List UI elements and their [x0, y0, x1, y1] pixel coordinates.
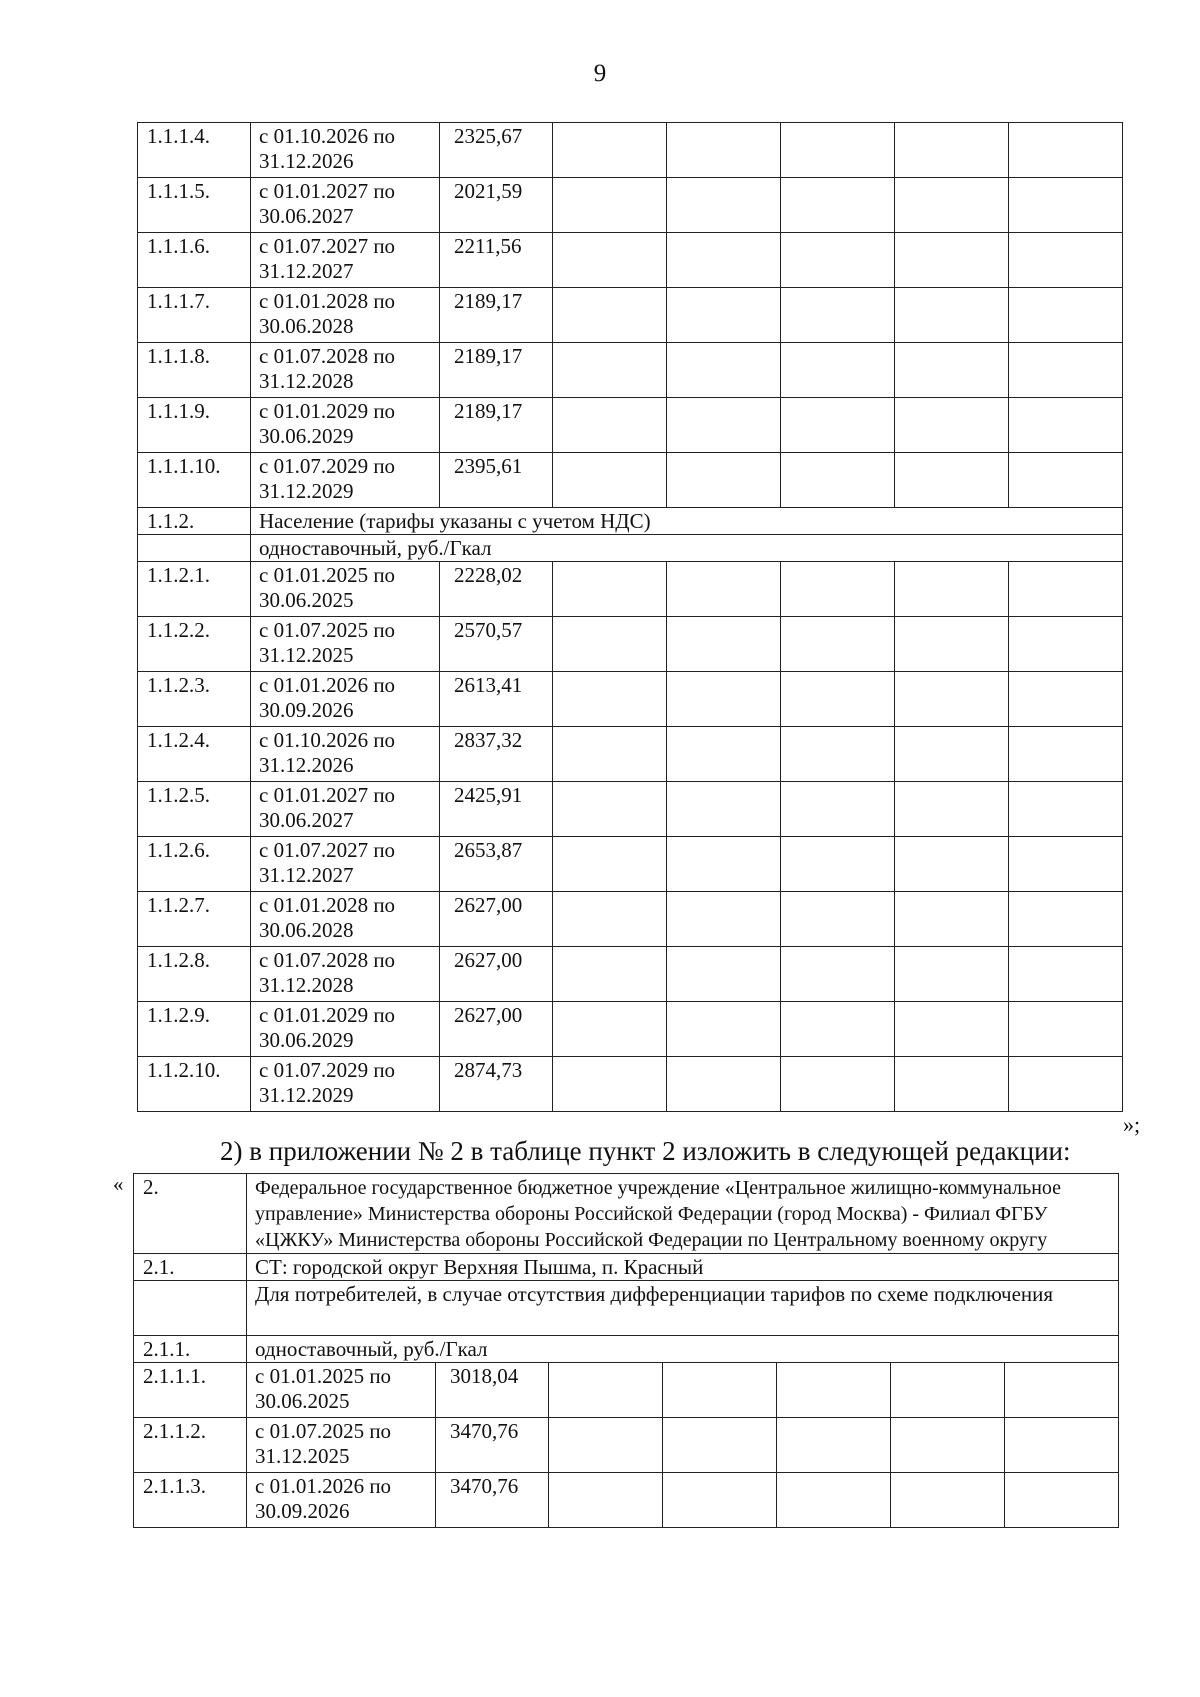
- empty-cell: [667, 672, 781, 727]
- row-number: 2.1.1.1.: [134, 1363, 247, 1418]
- empty-cell: [553, 562, 667, 617]
- empty-cell: [781, 343, 895, 398]
- opening-quote: «: [113, 1172, 124, 1196]
- period-cell: с 01.07.2029 по 31.12.2029: [251, 453, 440, 508]
- section-heading: СТ: городской округ Верхняя Пышма, п. Красный: [247, 1254, 1119, 1281]
- period-cell: с 01.01.2028 по 30.06.2028: [251, 892, 440, 947]
- empty-cell: [895, 453, 1009, 508]
- table-row: [138, 562, 1123, 617]
- period-cell: с 01.07.2028 по 31.12.2028: [251, 947, 440, 1002]
- empty-cell: [667, 1002, 781, 1057]
- tariff-table-2-body: [134, 1174, 1119, 1528]
- row-number: 1.1.2.4.: [138, 727, 251, 782]
- tariff-value: 2653,87: [440, 837, 553, 892]
- empty-cell: [1009, 617, 1123, 672]
- empty-cell: [549, 1363, 663, 1418]
- empty-cell: [667, 288, 781, 343]
- empty-cell: [667, 562, 781, 617]
- table-row: [138, 1057, 1123, 1112]
- empty-cell: [553, 617, 667, 672]
- empty-cell: [553, 672, 667, 727]
- empty-cell: [891, 1418, 1005, 1473]
- row-number: 1.1.2.3.: [138, 672, 251, 727]
- table-row: [138, 453, 1123, 508]
- empty-cell: [1009, 947, 1123, 1002]
- table-row: [134, 1418, 1119, 1473]
- empty-cell: [895, 617, 1009, 672]
- empty-cell: [1009, 1057, 1123, 1112]
- empty-cell: [895, 672, 1009, 727]
- row-number: 1.1.1.4.: [138, 123, 251, 178]
- closing-quote: »;: [1123, 1112, 1141, 1137]
- empty-cell: [1009, 453, 1123, 508]
- empty-cell: [553, 892, 667, 947]
- tariff-value: 2613,41: [440, 672, 553, 727]
- row-number: 2.: [134, 1174, 247, 1254]
- empty-cell: [553, 123, 667, 178]
- empty-cell: [1009, 178, 1123, 233]
- period-cell: с 01.07.2028 по 31.12.2028: [251, 343, 440, 398]
- empty-cell: [1005, 1363, 1119, 1418]
- empty-cell: [895, 837, 1009, 892]
- table-row: [138, 947, 1123, 1002]
- empty-cell: [553, 1002, 667, 1057]
- period-cell: с 01.01.2025 по 30.06.2025: [247, 1363, 436, 1418]
- row-number: 1.1.2.: [138, 508, 251, 535]
- empty-cell: [1009, 892, 1123, 947]
- period-cell: с 01.07.2029 по 31.12.2029: [251, 1057, 440, 1112]
- empty-cell: [777, 1363, 891, 1418]
- tariff-value: 2228,02: [440, 562, 553, 617]
- empty-cell: [1009, 562, 1123, 617]
- tariff-value: 2627,00: [440, 947, 553, 1002]
- tariff-value: 2189,17: [440, 398, 553, 453]
- table-row: [138, 837, 1123, 892]
- table-row: [138, 288, 1123, 343]
- table-row: [138, 617, 1123, 672]
- empty-cell: [1005, 1418, 1119, 1473]
- empty-cell: [895, 562, 1009, 617]
- empty-cell: [1009, 123, 1123, 178]
- section-heading: одноставочный, руб./Гкал: [247, 1336, 1119, 1363]
- empty-cell: [553, 947, 667, 1002]
- page-number: 9: [593, 60, 607, 87]
- empty-cell: [553, 288, 667, 343]
- tariff-value: 2189,17: [440, 288, 553, 343]
- table-row: [138, 178, 1123, 233]
- tariff-value: 2570,57: [440, 617, 553, 672]
- table-row: [134, 1473, 1119, 1528]
- empty-cell: [781, 1002, 895, 1057]
- period-cell: с 01.01.2029 по 30.06.2029: [251, 398, 440, 453]
- tariff-value: 2189,17: [440, 343, 553, 398]
- empty-cell: [781, 617, 895, 672]
- empty-cell: [667, 178, 781, 233]
- empty-cell: [1009, 398, 1123, 453]
- empty-cell: [781, 178, 895, 233]
- tariff-value: 2325,67: [440, 123, 553, 178]
- empty-cell: [1009, 782, 1123, 837]
- empty-cell: [667, 837, 781, 892]
- empty-cell: [895, 782, 1009, 837]
- table-row: [138, 233, 1123, 288]
- row-number: 1.1.1.8.: [138, 343, 251, 398]
- section-heading: одноставочный, руб./Гкал: [251, 535, 1123, 562]
- empty-cell: [1009, 727, 1123, 782]
- empty-cell: [667, 233, 781, 288]
- empty-cell: [891, 1363, 1005, 1418]
- empty-cell: [553, 178, 667, 233]
- table-row: [134, 1281, 1119, 1336]
- empty-cell: [667, 782, 781, 837]
- empty-cell: [781, 947, 895, 1002]
- tariff-value: 2395,61: [440, 453, 553, 508]
- period-cell: с 01.07.2025 по 31.12.2025: [251, 617, 440, 672]
- section-heading: Население (тарифы указаны с учетом НДС): [251, 508, 1123, 535]
- row-number: 1.1.1.5.: [138, 178, 251, 233]
- empty-cell: [781, 123, 895, 178]
- tariff-value: 2627,00: [440, 892, 553, 947]
- empty-cell: [895, 892, 1009, 947]
- row-number: 1.1.2.9.: [138, 1002, 251, 1057]
- empty-cell: [781, 1057, 895, 1112]
- period-cell: с 01.01.2026 по 30.09.2026: [251, 672, 440, 727]
- period-cell: с 01.10.2026 по 31.12.2026: [251, 727, 440, 782]
- row-number: 1.1.1.10.: [138, 453, 251, 508]
- row-number: 1.1.1.7.: [138, 288, 251, 343]
- organization-name: Федеральное государственное бюджетное учреждение «Центральное жилищно-коммунальное управление» Министерства обороны Российской Федерации (город Москва) - Филиал ФГБУ «ЦЖКУ» Министерства обороны Российской Федерации по Центральному военному округу: [247, 1174, 1119, 1254]
- empty-cell: [781, 453, 895, 508]
- table-row: [138, 782, 1123, 837]
- empty-cell: [895, 233, 1009, 288]
- empty-cell: [1009, 837, 1123, 892]
- empty-cell: [553, 727, 667, 782]
- instruction-text: 2) в приложении № 2 в таблице пункт 2 изложить в следующей редакции:: [220, 1136, 1071, 1166]
- tariff-value: 2021,59: [440, 178, 553, 233]
- period-cell: с 01.01.2029 по 30.06.2029: [251, 1002, 440, 1057]
- empty-cell: [781, 892, 895, 947]
- period-cell: с 01.07.2025 по 31.12.2025: [247, 1418, 436, 1473]
- tariff-value: 3470,76: [436, 1473, 549, 1528]
- empty-cell: [781, 837, 895, 892]
- row-number: 1.1.2.8.: [138, 947, 251, 1002]
- empty-cell: [895, 343, 1009, 398]
- table-row: [138, 1002, 1123, 1057]
- empty-cell: [895, 1002, 1009, 1057]
- row-number: 1.1.2.10.: [138, 1057, 251, 1112]
- tariff-value: 3470,76: [436, 1418, 549, 1473]
- table-row: [134, 1363, 1119, 1418]
- empty-cell: [663, 1363, 777, 1418]
- period-cell: с 01.10.2026 по 31.12.2026: [251, 123, 440, 178]
- empty-cell: [781, 562, 895, 617]
- period-cell: с 01.01.2027 по 30.06.2027: [251, 178, 440, 233]
- empty-cell: [667, 123, 781, 178]
- row-number: 1.1.1.6.: [138, 233, 251, 288]
- tariff-value: 2425,91: [440, 782, 553, 837]
- row-number: 2.1.1.: [134, 1336, 247, 1363]
- table-row: [134, 1254, 1119, 1281]
- tariff-value: 3018,04: [436, 1363, 549, 1418]
- empty-cell: [895, 398, 1009, 453]
- row-number: 1.1.2.2.: [138, 617, 251, 672]
- empty-cell: [667, 1057, 781, 1112]
- empty-cell: [553, 398, 667, 453]
- row-number: 2.1.1.3.: [134, 1473, 247, 1528]
- table-row: [138, 398, 1123, 453]
- row-number: 2.1.1.2.: [134, 1418, 247, 1473]
- empty-cell: [781, 288, 895, 343]
- empty-cell: [549, 1418, 663, 1473]
- tariff-value: 2874,73: [440, 1057, 553, 1112]
- empty-cell: [663, 1473, 777, 1528]
- empty-cell: [663, 1418, 777, 1473]
- row-number: 1.1.2.5.: [138, 782, 251, 837]
- period-cell: с 01.01.2028 по 30.06.2028: [251, 288, 440, 343]
- empty-cell: [553, 233, 667, 288]
- period-cell: с 01.07.2027 по 31.12.2027: [251, 837, 440, 892]
- empty-cell: [1009, 343, 1123, 398]
- tariff-value: 2837,32: [440, 727, 553, 782]
- table-row: [138, 535, 1123, 562]
- empty-cell: [781, 727, 895, 782]
- row-number: 1.1.1.9.: [138, 398, 251, 453]
- empty-cell: [553, 782, 667, 837]
- table-row: [134, 1336, 1119, 1363]
- empty-cell: [1005, 1473, 1119, 1528]
- empty-cell: [777, 1473, 891, 1528]
- empty-cell: [895, 727, 1009, 782]
- empty-cell: [553, 343, 667, 398]
- empty-cell: [891, 1473, 1005, 1528]
- period-cell: с 01.07.2027 по 31.12.2027: [251, 233, 440, 288]
- empty-cell: [777, 1418, 891, 1473]
- empty-cell: [667, 453, 781, 508]
- table-row: [138, 727, 1123, 782]
- section-heading: Для потребителей, в случае отсутствия дифференциации тарифов по схеме подключения: [247, 1281, 1119, 1336]
- empty-cell: [1009, 233, 1123, 288]
- empty-cell: [781, 782, 895, 837]
- tariff-table-1: [137, 122, 1123, 1112]
- row-number: 1.1.2.6.: [138, 837, 251, 892]
- table-row: [134, 1174, 1119, 1254]
- empty-cell: [895, 288, 1009, 343]
- empty-cell: [667, 398, 781, 453]
- period-cell: с 01.01.2027 по 30.06.2027: [251, 782, 440, 837]
- tariff-value: 2627,00: [440, 1002, 553, 1057]
- empty-cell: [895, 123, 1009, 178]
- empty-cell: [553, 837, 667, 892]
- table-row: [138, 343, 1123, 398]
- empty-cell: [781, 398, 895, 453]
- tariff-table-1-body: [138, 123, 1123, 1112]
- empty-cell: [667, 727, 781, 782]
- empty-cell: [667, 617, 781, 672]
- period-cell: с 01.01.2026 по 30.09.2026: [247, 1473, 436, 1528]
- empty-cell: [1009, 672, 1123, 727]
- tariff-table-2: [133, 1173, 1119, 1528]
- empty-cell: [895, 1057, 1009, 1112]
- row-number: 1.1.2.1.: [138, 562, 251, 617]
- empty-cell: [667, 892, 781, 947]
- empty-cell: [667, 343, 781, 398]
- empty-cell: [781, 233, 895, 288]
- empty-cell: [781, 672, 895, 727]
- period-cell: с 01.01.2025 по 30.06.2025: [251, 562, 440, 617]
- empty-cell: [1009, 288, 1123, 343]
- table-row: [138, 892, 1123, 947]
- tariff-value: 2211,56: [440, 233, 553, 288]
- row-number: 1.1.2.7.: [138, 892, 251, 947]
- table-row: [138, 123, 1123, 178]
- empty-cell: [667, 947, 781, 1002]
- row-number: 2.1.: [134, 1254, 247, 1281]
- empty-cell: [1009, 1002, 1123, 1057]
- table-row: [138, 508, 1123, 535]
- row-number: [138, 535, 251, 562]
- empty-cell: [895, 947, 1009, 1002]
- empty-cell: [549, 1473, 663, 1528]
- empty-cell: [895, 178, 1009, 233]
- row-number: [134, 1281, 247, 1336]
- empty-cell: [553, 1057, 667, 1112]
- empty-cell: [553, 453, 667, 508]
- table-row: [138, 672, 1123, 727]
